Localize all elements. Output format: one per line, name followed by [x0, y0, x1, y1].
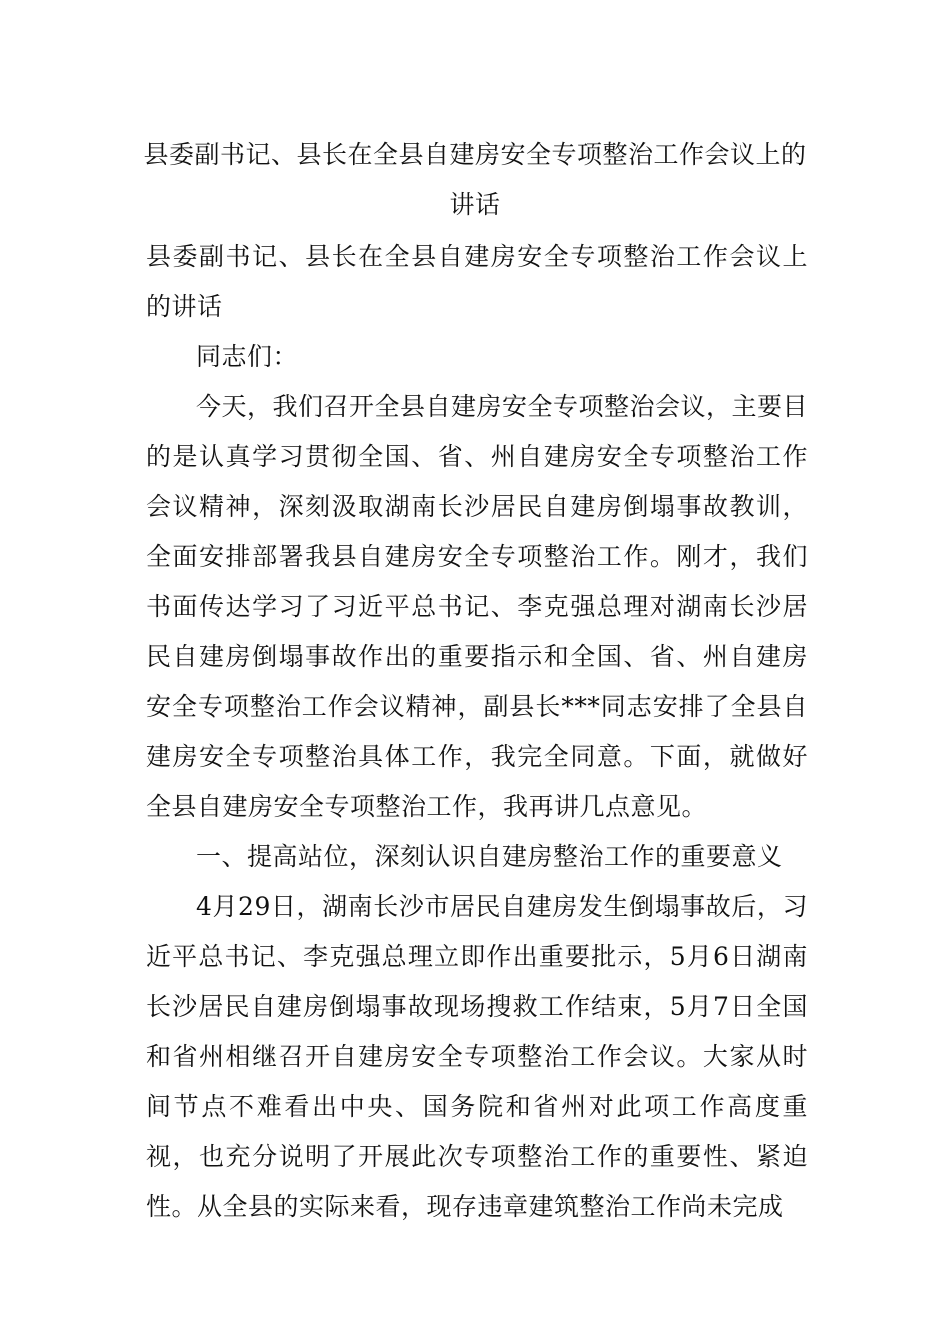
paragraph-intro: 今天，我们召开全县自建房安全专项整治会议，主要目的是认真学习贯彻全国、省、州自建房安全专项整治工作会议精神，深刻汲取湖南长沙居民自建房倒塌事故教训，全面安排部署我县自建房安全专项整治工作。刚才，我们书面传达学习了习近平总书记、李克强总理对湖南长沙居民自建房倒塌事故作出的重要指示和全国、省、州自建房安全专项整治工作会议精神，副县长***同志安排了全县自建房安全专项整治具体工作，我完全同意。下面，就做好全县自建房安全专项整治工作，我再讲几点意见。 [146, 392, 809, 821]
section-heading-1: 一、提高站位，深刻认识自建房整治工作的重要意义 [196, 842, 783, 871]
salutation: 同志们： [196, 342, 299, 371]
document-body [146, 232, 808, 1232]
document-subtitle: 县委副书记、县长在全县自建房安全专项整治工作会议上的讲话 [146, 242, 808, 321]
paragraph-section-1: 4月29日，湖南长沙市居民自建房发生倒塌事故后，习近平总书记、李克强总理立即作出重要批示，5月6日湖南长沙居民自建房倒塌事故现场搜救工作结束，5月7日全国和省州相继召开自建房安全专项整治工作会议。大家从时间节点不难看出中央、国务院和省州对此项工作高度重视，也充分说明了开展此次专项整治工作的重要性、紧迫性。从全县的实际来看，现存违章建筑整治工作尚未完成 [146, 892, 808, 1221]
document-title: 县委副书记、县长在全县自建房安全专项整治工作会议上的讲话 [143, 140, 807, 219]
